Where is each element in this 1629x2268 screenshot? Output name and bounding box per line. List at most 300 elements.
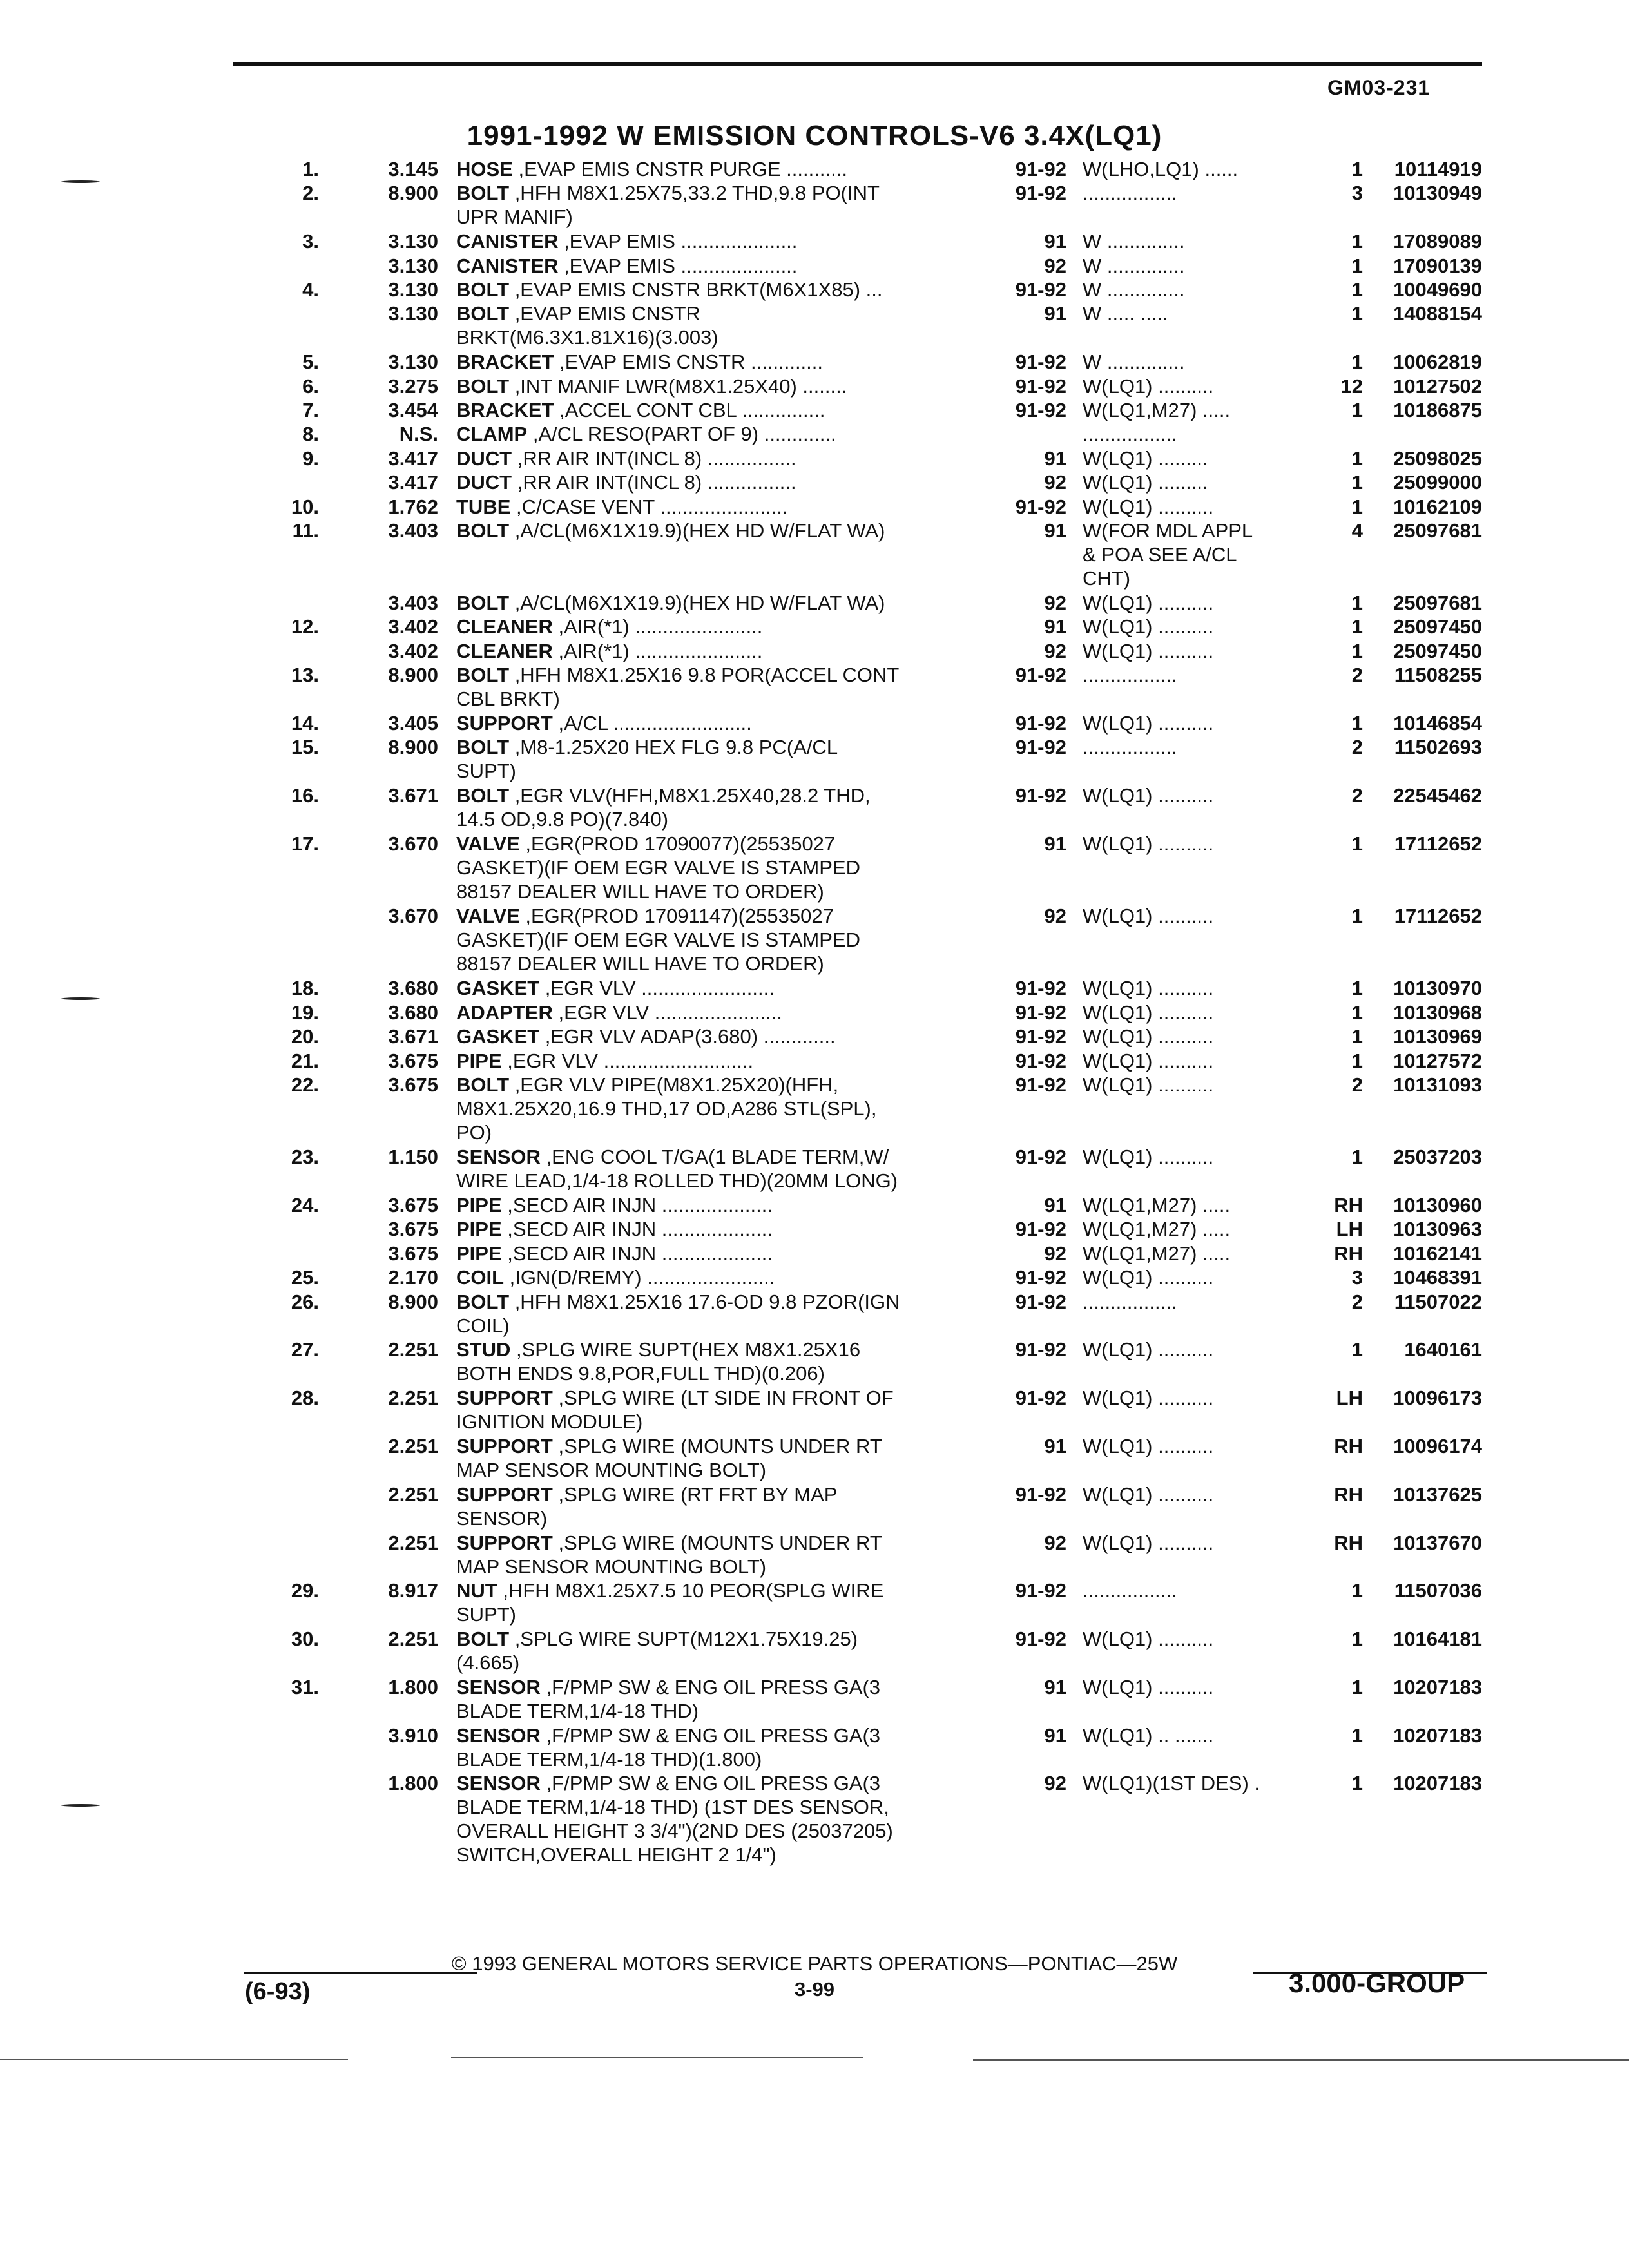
table-row xyxy=(0,157,1629,181)
part-detail: ,ENG COOL T/GA(1 BLADE TERM,W/ xyxy=(540,1146,889,1169)
part-number: 11508255 xyxy=(1394,664,1482,687)
part-number: 14088154 xyxy=(1393,302,1482,325)
table-row xyxy=(0,904,1629,976)
group-number: 3.675 xyxy=(388,1049,438,1072)
group-number: 3.670 xyxy=(388,905,438,928)
part-detail-continued: COIL) xyxy=(456,1314,510,1337)
table-row xyxy=(0,1531,1629,1579)
model-years: 91-92 xyxy=(1015,664,1066,687)
group-number: 3.130 xyxy=(388,230,438,253)
model-application xyxy=(1083,1627,1302,1651)
group-number: 3.403 xyxy=(388,519,438,542)
part-detail-continued: SWITCH,OVERALL HEIGHT 2 1/4") xyxy=(456,1843,776,1867)
part-number: 11507022 xyxy=(1394,1290,1482,1313)
group-number: 3.680 xyxy=(388,977,438,1000)
part-name: SENSOR xyxy=(456,1724,541,1747)
model-application-line: W(LQ1,M27) ..... xyxy=(1083,1193,1231,1216)
quantity: 1 xyxy=(1351,230,1363,253)
part-name: COIL xyxy=(456,1266,505,1289)
model-application-line: W(LQ1) .......... xyxy=(1083,1049,1214,1072)
part-number: 10207183 xyxy=(1393,1772,1482,1795)
model-years: 92 xyxy=(1044,1772,1066,1795)
part-name: BOLT xyxy=(456,736,510,759)
part-description xyxy=(456,1627,998,1675)
model-application-line: W .............. xyxy=(1083,351,1185,374)
table-row xyxy=(0,1771,1629,1868)
quantity: 1 xyxy=(1351,254,1363,277)
part-detail-continued: WIRE LEAD,1/4-18 ROLLED THD)(20MM LONG) xyxy=(456,1169,898,1193)
table-row xyxy=(0,1242,1629,1265)
group-number: 8.900 xyxy=(388,736,438,759)
scan-artifact xyxy=(0,2059,348,2060)
part-detail: ,ACCEL CONT CBL ............... xyxy=(554,398,825,421)
ref-number: 9. xyxy=(302,447,319,470)
table-row xyxy=(0,495,1629,519)
model-years: 91-92 xyxy=(1015,784,1066,807)
part-number: 10137670 xyxy=(1393,1531,1482,1554)
model-application-line: W(LQ1) .......... xyxy=(1083,591,1214,615)
quantity: 1 xyxy=(1351,1724,1363,1747)
group-number: 2.251 xyxy=(388,1434,438,1457)
part-detail: ,HFH M8X1.25X16 9.8 POR(ACCEL CONT xyxy=(509,664,900,687)
ref-number: 16. xyxy=(291,784,319,807)
part-description xyxy=(456,1193,998,1217)
model-application-line: W(LQ1) .......... xyxy=(1083,832,1214,856)
punch-mark xyxy=(61,997,100,1000)
model-application xyxy=(1083,735,1302,759)
part-number: 17090139 xyxy=(1393,254,1482,277)
part-description xyxy=(456,1024,998,1048)
model-years: 91-92 xyxy=(1015,374,1066,398)
model-application xyxy=(1083,1242,1302,1265)
parts-list xyxy=(0,157,1629,1868)
group-number: 1.762 xyxy=(388,495,438,518)
model-years: 91-92 xyxy=(1015,1073,1066,1096)
part-name: BOLT xyxy=(456,784,510,807)
part-detail-continued: (4.665) xyxy=(456,1651,520,1675)
quantity: 12 xyxy=(1340,374,1363,398)
model-years: 91-92 xyxy=(1015,977,1066,1000)
part-number: 10049690 xyxy=(1393,278,1482,301)
punch-mark xyxy=(61,1804,100,1807)
part-description xyxy=(456,1145,998,1193)
part-name: SUPPORT xyxy=(456,1387,553,1410)
ref-number: 7. xyxy=(302,398,319,421)
model-application-line: W(LQ1) .......... xyxy=(1083,495,1214,518)
quantity: 1 xyxy=(1351,1001,1363,1024)
model-application-line: W(LQ1) ......... xyxy=(1083,447,1208,470)
revision-date: (6-93) xyxy=(245,1978,311,2005)
part-name: BOLT xyxy=(456,1628,510,1651)
model-application xyxy=(1083,1483,1302,1506)
part-description xyxy=(456,639,998,663)
table-row xyxy=(0,422,1629,446)
model-application xyxy=(1083,254,1302,278)
model-application-line: W(LQ1) .......... xyxy=(1083,1001,1214,1024)
model-years: 92 xyxy=(1044,1242,1066,1265)
part-description xyxy=(456,398,998,422)
scan-artifact xyxy=(451,2057,863,2058)
part-name: BOLT xyxy=(456,591,510,615)
ref-number: 25. xyxy=(291,1266,319,1289)
ref-number: 19. xyxy=(291,1001,319,1024)
part-description xyxy=(456,302,998,349)
part-number: 22545462 xyxy=(1393,784,1482,807)
group-number: 3.675 xyxy=(388,1073,438,1096)
table-row xyxy=(0,639,1629,663)
part-detail: ,EGR VLV(HFH,M8X1.25X40,28.2 THD, xyxy=(509,784,871,807)
table-row xyxy=(0,1265,1629,1289)
quantity: LH xyxy=(1336,1387,1363,1410)
model-years: 91-92 xyxy=(1015,1001,1066,1024)
model-years: 91-92 xyxy=(1015,495,1066,518)
model-years: 91-92 xyxy=(1015,1290,1066,1313)
table-row xyxy=(0,1483,1629,1531)
part-description xyxy=(456,976,998,1000)
part-number: 10207183 xyxy=(1393,1724,1482,1747)
part-name: CLAMP xyxy=(456,423,528,446)
table-row xyxy=(0,519,1629,591)
quantity: 1 xyxy=(1351,351,1363,374)
part-description xyxy=(456,350,998,374)
model-years: 91 xyxy=(1044,1724,1066,1747)
table-row xyxy=(0,374,1629,398)
model-application-line: W(LQ1) .......... xyxy=(1083,712,1214,735)
model-years: 91-92 xyxy=(1015,1266,1066,1289)
part-description xyxy=(456,1675,998,1723)
part-detail: ,SPLG WIRE SUPT(M12X1.75X19.25) xyxy=(509,1628,858,1651)
table-row xyxy=(0,1001,1629,1024)
part-detail: ,EGR(PROD 17090077)(25535027 xyxy=(519,832,836,856)
model-years: 92 xyxy=(1044,1531,1066,1554)
model-application xyxy=(1083,1675,1302,1699)
part-detail-continued: CBL BRKT) xyxy=(456,687,560,711)
table-row xyxy=(0,1290,1629,1338)
part-description xyxy=(456,1001,998,1024)
model-application xyxy=(1083,1290,1302,1314)
table-row xyxy=(0,278,1629,302)
model-application xyxy=(1083,495,1302,519)
model-application xyxy=(1083,832,1302,856)
part-name: DUCT xyxy=(456,471,512,494)
page-code: GM03-231 xyxy=(1327,76,1431,99)
group-number: 3.130 xyxy=(388,254,438,277)
table-row xyxy=(0,181,1629,229)
part-number: 25097681 xyxy=(1393,519,1482,542)
group-number: 2.251 xyxy=(388,1483,438,1506)
part-number: 10131093 xyxy=(1393,1073,1482,1096)
quantity: 1 xyxy=(1351,712,1363,735)
model-application-line: W(LQ1) .......... xyxy=(1083,615,1214,639)
table-row xyxy=(0,615,1629,639)
quantity: RH xyxy=(1334,1242,1363,1265)
ref-number: 18. xyxy=(291,977,319,1000)
part-detail: ,INT MANIF LWR(M8X1.25X40) ........ xyxy=(509,374,847,398)
part-name: BOLT xyxy=(456,519,510,542)
part-name: GASKET xyxy=(456,1025,540,1048)
model-years: 91-92 xyxy=(1015,351,1066,374)
quantity: 2 xyxy=(1351,1073,1363,1096)
part-number: 25097450 xyxy=(1393,615,1482,639)
model-application xyxy=(1083,663,1302,687)
part-detail: ,EGR VLV ADAP(3.680) ............. xyxy=(539,1025,836,1048)
quantity: RH xyxy=(1334,1531,1363,1554)
quantity: 1 xyxy=(1351,1675,1363,1698)
part-name: STUD xyxy=(456,1338,511,1361)
ref-number: 17. xyxy=(291,832,319,856)
part-detail: ,SPLG WIRE SUPT(HEX M8X1.25X16 xyxy=(510,1338,861,1361)
model-application-line: W .............. xyxy=(1083,230,1185,253)
model-application-line: W(LQ1) .......... xyxy=(1083,374,1214,398)
group-number: 2.170 xyxy=(388,1266,438,1289)
part-detail: ,F/PMP SW & ENG OIL PRESS GA(3 xyxy=(540,1724,881,1747)
model-application-line: W(LQ1,M27) ..... xyxy=(1083,1242,1231,1265)
part-number: 10162109 xyxy=(1393,495,1482,518)
part-name: ADAPTER xyxy=(456,1001,553,1024)
part-description xyxy=(456,735,998,783)
model-years: 92 xyxy=(1044,254,1066,277)
part-description xyxy=(456,711,998,735)
part-number: 1640161 xyxy=(1404,1338,1482,1361)
ref-number: 6. xyxy=(302,374,319,398)
part-description xyxy=(456,1242,998,1265)
ref-number: 12. xyxy=(291,615,319,639)
group-number: 1.800 xyxy=(388,1675,438,1698)
group-number: 3.671 xyxy=(388,1025,438,1048)
model-application-line: ................. xyxy=(1083,1290,1177,1313)
model-application xyxy=(1083,1531,1302,1555)
table-row xyxy=(0,1049,1629,1073)
ref-number: 10. xyxy=(291,495,319,518)
model-application-line: & POA SEE A/CL xyxy=(1083,543,1237,566)
part-number: 11502693 xyxy=(1394,736,1482,759)
model-years: 91 xyxy=(1044,1675,1066,1698)
part-name: BOLT xyxy=(456,182,510,205)
model-application xyxy=(1083,350,1302,374)
model-years: 91-92 xyxy=(1015,1218,1066,1241)
part-detail: ,A/CL RESO(PART OF 9) ............. xyxy=(527,423,836,446)
model-application xyxy=(1083,1024,1302,1048)
part-number: 10062819 xyxy=(1393,351,1482,374)
quantity: 1 xyxy=(1351,1338,1363,1361)
part-detail: ,HFH M8X1.25X16 17.6-OD 9.8 PZOR(IGN xyxy=(509,1290,900,1313)
ref-number: 11. xyxy=(292,519,319,542)
part-detail: ,RR AIR INT(INCL 8) ................ xyxy=(512,447,796,470)
group-number: 3.402 xyxy=(388,639,438,662)
top-rule xyxy=(233,62,1482,66)
quantity: 1 xyxy=(1351,1772,1363,1795)
quantity: 1 xyxy=(1351,905,1363,928)
quantity: 1 xyxy=(1351,591,1363,615)
part-number: 10186875 xyxy=(1393,398,1482,421)
quantity: 1 xyxy=(1351,158,1363,180)
part-number: 10468391 xyxy=(1393,1266,1482,1289)
part-number: 10127572 xyxy=(1393,1049,1482,1072)
copyright: © 1993 GENERAL MOTORS SERVICE PARTS OPERATIONS—PONTIAC—25W xyxy=(451,1952,1178,1975)
part-detail-continued: OVERALL HEIGHT 3 3/4")(2ND DES (25037205) xyxy=(456,1820,893,1843)
part-number: 17112652 xyxy=(1394,905,1482,928)
table-row xyxy=(0,1217,1629,1241)
part-number: 10130968 xyxy=(1393,1001,1482,1024)
part-name: BOLT xyxy=(456,1073,510,1096)
part-number: 10146854 xyxy=(1393,712,1482,735)
part-detail-continued: 88157 DEALER WILL HAVE TO ORDER) xyxy=(456,880,824,903)
part-number: 17089089 xyxy=(1393,230,1482,253)
model-application xyxy=(1083,470,1302,494)
model-application-line: W(LQ1) .......... xyxy=(1083,1146,1214,1169)
model-application-line: W(LQ1) .......... xyxy=(1083,1483,1214,1506)
model-application-line: W(LQ1) .......... xyxy=(1083,1338,1214,1361)
part-number: 25097450 xyxy=(1393,639,1482,662)
part-detail-continued: SUPT) xyxy=(456,1603,516,1626)
part-detail: ,AIR(*1) ....................... xyxy=(552,615,763,639)
part-description xyxy=(456,1386,998,1434)
part-description xyxy=(456,832,998,903)
scan-artifact xyxy=(973,2059,1629,2061)
table-row xyxy=(0,1386,1629,1434)
part-name: TUBE xyxy=(456,495,511,518)
table-row xyxy=(0,1024,1629,1048)
part-description xyxy=(456,591,998,615)
model-years: 91 xyxy=(1044,615,1066,639)
part-name: SUPPORT xyxy=(456,1434,553,1457)
part-description xyxy=(456,1265,998,1289)
model-years: 91-92 xyxy=(1015,1483,1066,1506)
model-application-line: W(FOR MDL APPL xyxy=(1083,519,1253,542)
table-row xyxy=(0,1579,1629,1627)
part-detail: ,AIR(*1) ....................... xyxy=(552,639,763,662)
quantity: 4 xyxy=(1351,519,1363,542)
part-detail: ,M8-1.25X20 HEX FLG 9.8 PC(A/CL xyxy=(509,736,838,759)
group-number: 3.454 xyxy=(388,398,438,421)
model-years: 91 xyxy=(1044,1434,1066,1457)
part-description xyxy=(456,1049,998,1073)
part-detail: ,SPLG WIRE (LT SIDE IN FRONT OF xyxy=(552,1387,894,1410)
part-description xyxy=(456,615,998,639)
part-number: 25098025 xyxy=(1393,447,1482,470)
model-years: 91-92 xyxy=(1015,158,1066,180)
part-detail: ,EGR VLV ....................... xyxy=(552,1001,782,1024)
group-number: 2.251 xyxy=(388,1338,438,1361)
model-application xyxy=(1083,398,1302,422)
model-years: 92 xyxy=(1044,905,1066,928)
quantity: 1 xyxy=(1351,1579,1363,1602)
part-name: SENSOR xyxy=(456,1675,541,1698)
part-description xyxy=(456,422,998,446)
group-label: 3.000-GROUP xyxy=(1289,1968,1465,1998)
part-detail: ,EGR VLV ........................ xyxy=(539,977,775,1000)
model-application xyxy=(1083,976,1302,1000)
model-application-line: W(LQ1) .......... xyxy=(1083,1025,1214,1048)
group-number: 8.900 xyxy=(388,182,438,205)
part-detail: ,A/CL(M6X1X19.9)(HEX HD W/FLAT WA) xyxy=(509,519,885,542)
ref-number: 24. xyxy=(291,1193,319,1216)
part-description xyxy=(456,519,998,543)
part-detail: ,F/PMP SW & ENG OIL PRESS GA(3 xyxy=(540,1772,881,1795)
quantity: 3 xyxy=(1351,1266,1363,1289)
model-application xyxy=(1083,1073,1302,1097)
part-name: BRACKET xyxy=(456,351,554,374)
part-detail: ,SECD AIR INJN .................... xyxy=(501,1218,773,1241)
model-years: 92 xyxy=(1044,471,1066,494)
ref-number: 29. xyxy=(291,1579,319,1602)
page-number: 3-99 xyxy=(794,1978,835,2001)
part-detail-continued: IGNITION MODULE) xyxy=(456,1410,643,1434)
part-detail: ,EGR VLV ........................... xyxy=(501,1049,754,1072)
model-application xyxy=(1083,1217,1302,1241)
model-application-line: W(LQ1) .......... xyxy=(1083,1073,1214,1096)
part-detail: ,HFH M8X1.25X7.5 10 PEOR(SPLG WIRE xyxy=(497,1579,884,1602)
model-application xyxy=(1083,615,1302,639)
model-application-line: W(LQ1,M27) ..... xyxy=(1083,398,1231,421)
part-number: 10130949 xyxy=(1393,182,1482,205)
ref-number: 14. xyxy=(291,712,319,735)
table-row xyxy=(0,735,1629,783)
group-number: 3.403 xyxy=(388,591,438,615)
part-description xyxy=(456,278,998,302)
group-number: 3.405 xyxy=(388,712,438,735)
ref-number: 22. xyxy=(291,1073,319,1096)
model-application xyxy=(1083,422,1302,446)
model-application xyxy=(1083,157,1302,181)
model-application xyxy=(1083,278,1302,302)
ref-number: 1. xyxy=(302,158,319,180)
quantity: 3 xyxy=(1351,182,1363,205)
part-number: 10114919 xyxy=(1394,158,1482,180)
quantity: 2 xyxy=(1351,784,1363,807)
group-number: 3.417 xyxy=(388,471,438,494)
quantity: 1 xyxy=(1351,832,1363,856)
table-row xyxy=(0,302,1629,350)
part-description xyxy=(456,181,998,229)
group-number: 3.275 xyxy=(388,374,438,398)
group-number: 8.917 xyxy=(388,1579,438,1602)
part-description xyxy=(456,1724,998,1771)
part-detail-continued: MAP SENSOR MOUNTING BOLT) xyxy=(456,1555,767,1578)
model-years: 91-92 xyxy=(1015,1338,1066,1361)
group-number: 8.900 xyxy=(388,664,438,687)
part-number: 11507036 xyxy=(1394,1579,1482,1602)
quantity: 1 xyxy=(1351,977,1363,1000)
part-number: 25099000 xyxy=(1393,471,1482,494)
model-years: 91-92 xyxy=(1015,712,1066,735)
group-number: 3.130 xyxy=(388,278,438,301)
model-application xyxy=(1083,1001,1302,1024)
part-name: CLEANER xyxy=(456,639,553,662)
quantity: LH xyxy=(1336,1218,1363,1241)
part-name: CANISTER xyxy=(456,254,559,277)
model-years: 91 xyxy=(1044,519,1066,542)
group-number: 3.670 xyxy=(388,832,438,856)
ref-number: 31. xyxy=(291,1675,319,1698)
quantity: 1 xyxy=(1351,278,1363,301)
part-detail-continued: M8X1.25X20,16.9 THD,17 OD,A286 STL(SPL), xyxy=(456,1097,877,1120)
part-detail: ,F/PMP SW & ENG OIL PRESS GA(3 xyxy=(540,1675,881,1698)
page-title: 1991-1992 W EMISSION CONTROLS-V6 3.4X(LQ1) xyxy=(467,120,1162,151)
model-years: 92 xyxy=(1044,591,1066,615)
group-number: 3.910 xyxy=(388,1724,438,1747)
part-name: SENSOR xyxy=(456,1772,541,1795)
model-application-line: W(LQ1) .......... xyxy=(1083,977,1214,1000)
ref-number: 3. xyxy=(302,230,319,253)
part-detail: ,RR AIR INT(INCL 8) ................ xyxy=(512,471,796,494)
part-description xyxy=(456,229,998,253)
part-description xyxy=(456,1434,998,1482)
part-name: BRACKET xyxy=(456,398,554,421)
group-number: 3.417 xyxy=(388,447,438,470)
part-description xyxy=(456,663,998,711)
model-application-line: W(LHO,LQ1) ...... xyxy=(1083,158,1239,180)
